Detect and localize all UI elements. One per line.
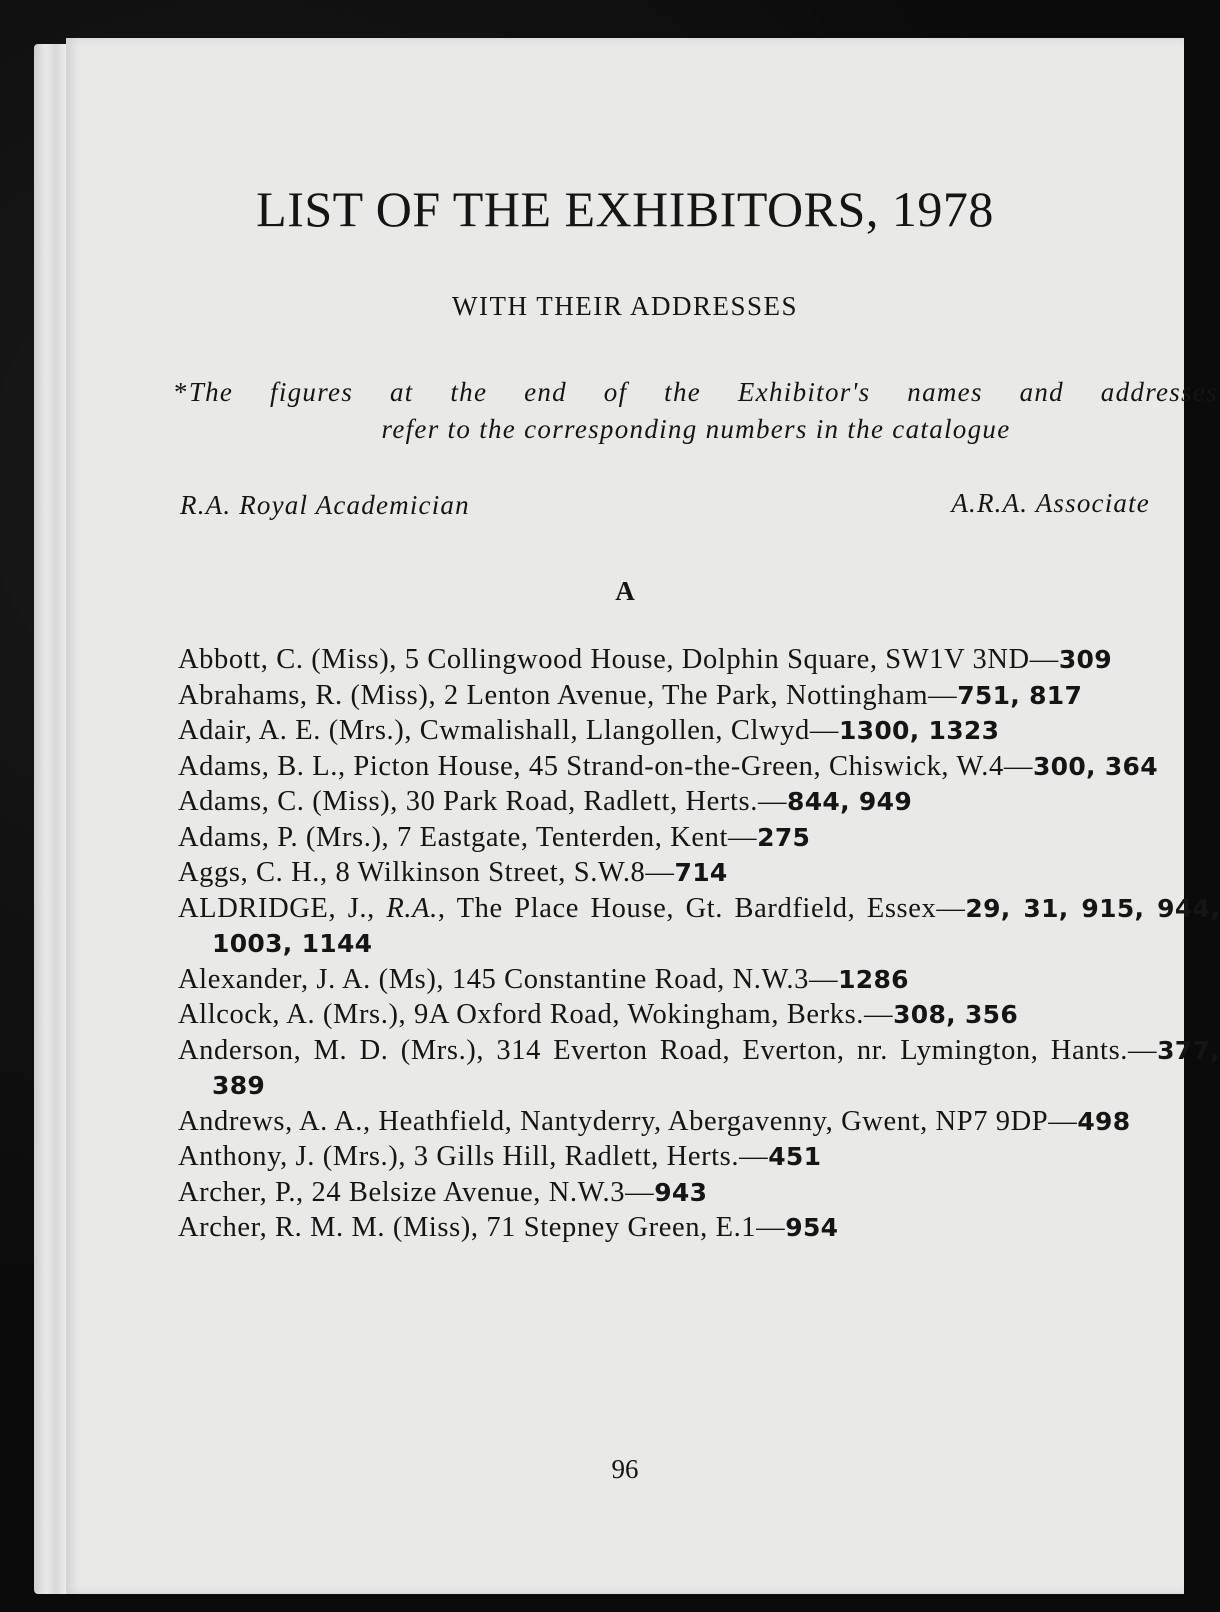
entry-text: , The Place House, Gt. Bardfield, Essex— (437, 892, 966, 924)
catalogue-numbers: 844, 949 (787, 787, 913, 816)
exhibitor-entry (178, 713, 1220, 749)
exhibitor-entry (178, 1104, 1220, 1140)
exhibitor-entry (178, 784, 1220, 820)
entry-text: Archer, P., 24 Belsize Avenue, N.W.3— (178, 1176, 655, 1208)
entry-text-before: ALDRIDGE, J., (178, 892, 387, 924)
exhibitor-entry (178, 997, 1220, 1033)
exhibitor-entry (178, 891, 1220, 962)
catalogue-numbers: 300, 364 (1032, 751, 1158, 781)
catalogue-numbers: 943 (654, 1177, 708, 1207)
exhibitor-entry (178, 962, 1220, 998)
catalogue-numbers: 498 (1077, 1106, 1131, 1136)
entry-text: Adams, P. (Mrs.), 7 Eastgate, Tenterden, Kent— (178, 821, 758, 853)
page-subtitle: WITH THEIR ADDRESSES (451, 291, 798, 321)
catalogue-numbers: 275 (757, 822, 811, 852)
abbreviation-royal-academician: R.A. Royal Academician (180, 490, 470, 520)
exhibitor-entry (178, 1033, 1220, 1104)
entry-text: Alexander, J. A. (Ms), 145 Constantine Road, N.W.3— (178, 963, 839, 995)
note-star: * (174, 377, 189, 407)
exhibitor-list (178, 642, 1220, 1246)
page-title: LIST OF THE EXHIBITORS, 1978 (256, 181, 994, 237)
entry-text: Adams, C. (Miss), 30 Park Road, Radlett, Herts.— (178, 786, 788, 817)
exhibitor-entry (178, 1210, 1220, 1246)
royal-academician-suffix: R.A. (386, 892, 438, 924)
entry-text: Abbott, C. (Miss), 5 Collingwood House, Dolphin Square, SW1V 3ND— (178, 644, 1059, 675)
abbreviation-associate: A.R.A. Associate (951, 488, 1150, 518)
exhibitor-entry (178, 855, 1220, 891)
catalogue-numbers: 751, 817 (957, 680, 1083, 710)
catalogue-note (174, 374, 1218, 448)
catalogue-numbers: 954 (785, 1213, 839, 1242)
catalogue-numbers: 1286 (838, 964, 909, 994)
note-line-1 (174, 374, 1218, 411)
book-page (66, 38, 1220, 1594)
entry-text: Archer, R. M. M. (Miss), 71 Stepney Green, E.1— (178, 1212, 786, 1243)
note-line-2: refer to the corresponding numbers in the catalogue (381, 414, 1011, 444)
catalogue-numbers: 377, 389 (212, 1035, 1220, 1100)
catalogue-numbers: 308, 356 (893, 1000, 1019, 1029)
note-line-1-text: The figures at the end of the Exhibitor's names and addresses (188, 377, 1218, 407)
page-number: 96 (611, 1454, 639, 1484)
exhibitor-entry (178, 820, 1220, 856)
exhibitor-entry (178, 642, 1220, 678)
exhibitor-entry (178, 749, 1220, 785)
catalogue-numbers: 309 (1058, 645, 1112, 674)
catalogue-numbers: 29, 31, 915, 944, 1003, 1144 (212, 893, 1220, 958)
section-letter: A (615, 576, 635, 606)
entry-text: Adair, A. E. (Mrs.), Cwmalishall, Llangollen, Clwyd— (178, 715, 839, 746)
entry-text: Adams, B. L., Picton House, 45 Strand-on-the-Green, Chiswick, W.4— (178, 750, 1033, 782)
catalogue-numbers: 714 (674, 858, 728, 887)
entry-text: Andrews, A. A., Heathfield, Nantyderry, Abergavenny, Gwent, NP7 9DP— (178, 1105, 1078, 1137)
entry-text: Abrahams, R. (Miss), 2 Lenton Avenue, The Park, Nottingham— (178, 679, 958, 711)
exhibitor-entry (178, 678, 1220, 714)
exhibitor-entry (178, 1139, 1220, 1175)
exhibitor-entry (178, 1175, 1220, 1211)
catalogue-numbers: 451 (768, 1142, 822, 1171)
entry-text: Allcock, A. (Mrs.), 9A Oxford Road, Wokingham, Berks.— (178, 999, 894, 1030)
entry-text: Anderson, M. D. (Mrs.), 314 Everton Road, Everton, nr. Lymington, Hants.— (178, 1034, 1158, 1066)
catalogue-numbers: 1300, 1323 (838, 716, 1000, 745)
entry-text: Anthony, J. (Mrs.), 3 Gills Hill, Radlett, Herts.— (178, 1141, 769, 1172)
entry-text: Aggs, C. H., 8 Wilkinson Street, S.W.8— (178, 857, 675, 888)
